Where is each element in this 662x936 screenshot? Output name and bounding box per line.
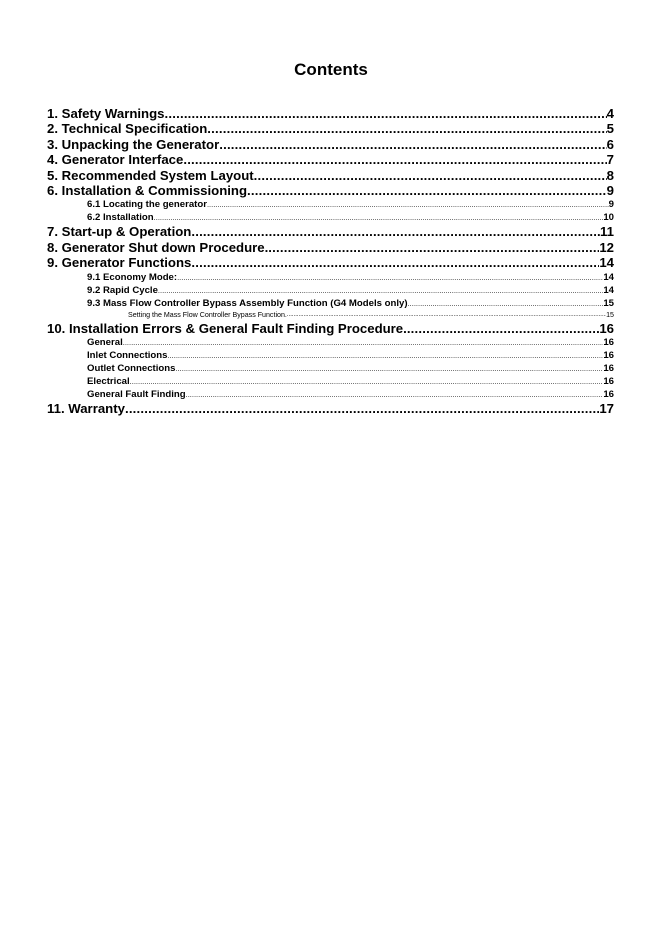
toc-page-number: 10: [603, 212, 614, 224]
toc-entry-label: 11. Warranty: [47, 400, 125, 416]
toc-entry-label: 2. Technical Specification: [47, 121, 208, 137]
toc-entry-label: General Fault Finding: [87, 388, 186, 400]
toc-entry-label: 9.1 Economy Mode:: [87, 271, 178, 283]
toc-entry-label: 9. Generator Functions: [47, 255, 192, 271]
toc-entry-label: 6.1 Locating the generator: [87, 199, 207, 211]
toc-entry-label: Electrical: [87, 375, 130, 387]
toc-entry-unpacking[interactable]: [47, 137, 614, 152]
toc-entry-economy-mode[interactable]: [47, 271, 614, 284]
dot-leader: [167, 349, 603, 362]
toc-page-number: 15: [603, 297, 614, 309]
toc-entry-label: Setting the Mass Flow Controller Bypass Function.: [128, 310, 287, 319]
toc-page-number: 6: [606, 136, 614, 152]
toc-entry-rapid-cycle[interactable]: [47, 284, 614, 297]
toc-entry-electrical[interactable]: [47, 375, 614, 388]
dot-leader: [191, 224, 600, 239]
dot-leader: [247, 183, 607, 198]
dot-leader: [207, 121, 606, 136]
dot-leader: [186, 388, 604, 401]
toc-page-number: 14: [599, 255, 614, 271]
toc-entry-safety-warnings[interactable]: [47, 106, 614, 121]
toc-page-number: 16: [603, 336, 614, 348]
toc-entry-locating-generator[interactable]: [47, 198, 614, 211]
toc-entry-warranty[interactable]: [47, 401, 614, 416]
dot-leader: [154, 211, 604, 224]
toc-entry-setting-bypass-function[interactable]: [47, 310, 614, 321]
toc-entry-label: 9.2 Rapid Cycle: [87, 284, 158, 296]
dot-leader: [123, 336, 604, 349]
toc-entry-general-fault-finding[interactable]: [47, 388, 614, 401]
toc-entry-installation-commissioning[interactable]: [47, 183, 614, 198]
dot-leader: [219, 137, 606, 152]
toc-entry-label: Inlet Connections: [87, 349, 168, 361]
toc-entry-label: 9.3 Mass Flow Controller Bypass Assembly Function (G4 Models only): [87, 297, 408, 309]
dot-leader: [165, 106, 607, 121]
dot-leader: [183, 152, 606, 167]
toc-entry-startup-operation[interactable]: [47, 224, 614, 239]
toc-entry-label: 4. Generator Interface: [47, 152, 184, 168]
toc-entry-shutdown-procedure[interactable]: [47, 240, 614, 255]
toc-page-number: 9: [608, 199, 614, 211]
toc-entry-inlet-connections[interactable]: [47, 349, 614, 362]
dot-leader: [175, 362, 603, 375]
toc-page-number: 5: [606, 121, 614, 137]
toc-page-number: 16: [603, 362, 614, 374]
dot-leader: [287, 310, 606, 321]
toc-entry-mass-flow-controller[interactable]: [47, 297, 614, 310]
toc-page-number: 15: [606, 310, 614, 319]
dot-leader: [254, 168, 607, 183]
toc-page-number: 16: [599, 320, 614, 336]
dot-leader: [191, 255, 599, 270]
toc-page-number: 9: [606, 182, 614, 198]
toc-page-number: 17: [599, 400, 614, 416]
dot-leader: [408, 297, 604, 310]
dot-leader: [125, 401, 599, 416]
toc-entry-label: Outlet Connections: [87, 362, 176, 374]
toc-entry-label: 10. Installation Errors & General Fault Finding Procedure.: [47, 320, 407, 336]
toc-page-number: 7: [606, 152, 614, 168]
toc-entry-outlet-connections[interactable]: [47, 362, 614, 375]
page-title: Contents: [294, 60, 368, 79]
toc-entry-label: 6.2 Installation: [87, 212, 154, 224]
toc-entry-general[interactable]: [47, 336, 614, 349]
toc-entry-label: 5. Recommended System Layout: [47, 167, 254, 183]
toc-page-number: 16: [603, 388, 614, 400]
toc-entry-installation[interactable]: [47, 211, 614, 224]
dot-leader: [407, 321, 600, 336]
toc-entry-technical-specification[interactable]: [47, 121, 614, 136]
toc-entry-generator-interface[interactable]: [47, 152, 614, 167]
toc-page-number: 8: [606, 167, 614, 183]
toc-page-number: 14: [603, 284, 614, 296]
toc-page-number: 16: [603, 349, 614, 361]
toc-entry-label: 7. Start-up & Operation: [47, 224, 192, 240]
toc-entry-label: General: [87, 336, 123, 348]
toc-entry-installation-errors[interactable]: [47, 321, 614, 336]
dot-leader: [158, 284, 603, 297]
toc-entry-recommended-system-layout[interactable]: [47, 168, 614, 183]
toc-page-number: 11: [600, 224, 614, 240]
toc-entry-label: 1. Safety Warnings: [47, 105, 165, 121]
dot-leader: [268, 240, 599, 255]
toc-page-number: 4: [606, 105, 614, 121]
dot-leader: [130, 375, 604, 388]
toc-page-number: 12: [599, 239, 614, 255]
toc-entry-label: 6. Installation & Commissioning: [47, 182, 248, 198]
dot-leader: [177, 271, 603, 284]
toc-entry-generator-functions[interactable]: [47, 255, 614, 270]
toc-entry-label: 8. Generator Shut down Procedure.: [47, 239, 269, 255]
toc-page-number: 14: [603, 271, 614, 283]
table-of-contents: [47, 106, 614, 416]
dot-leader: [207, 198, 609, 211]
toc-page-number: 16: [603, 375, 614, 387]
toc-entry-label: 3. Unpacking the Generator: [47, 136, 220, 152]
